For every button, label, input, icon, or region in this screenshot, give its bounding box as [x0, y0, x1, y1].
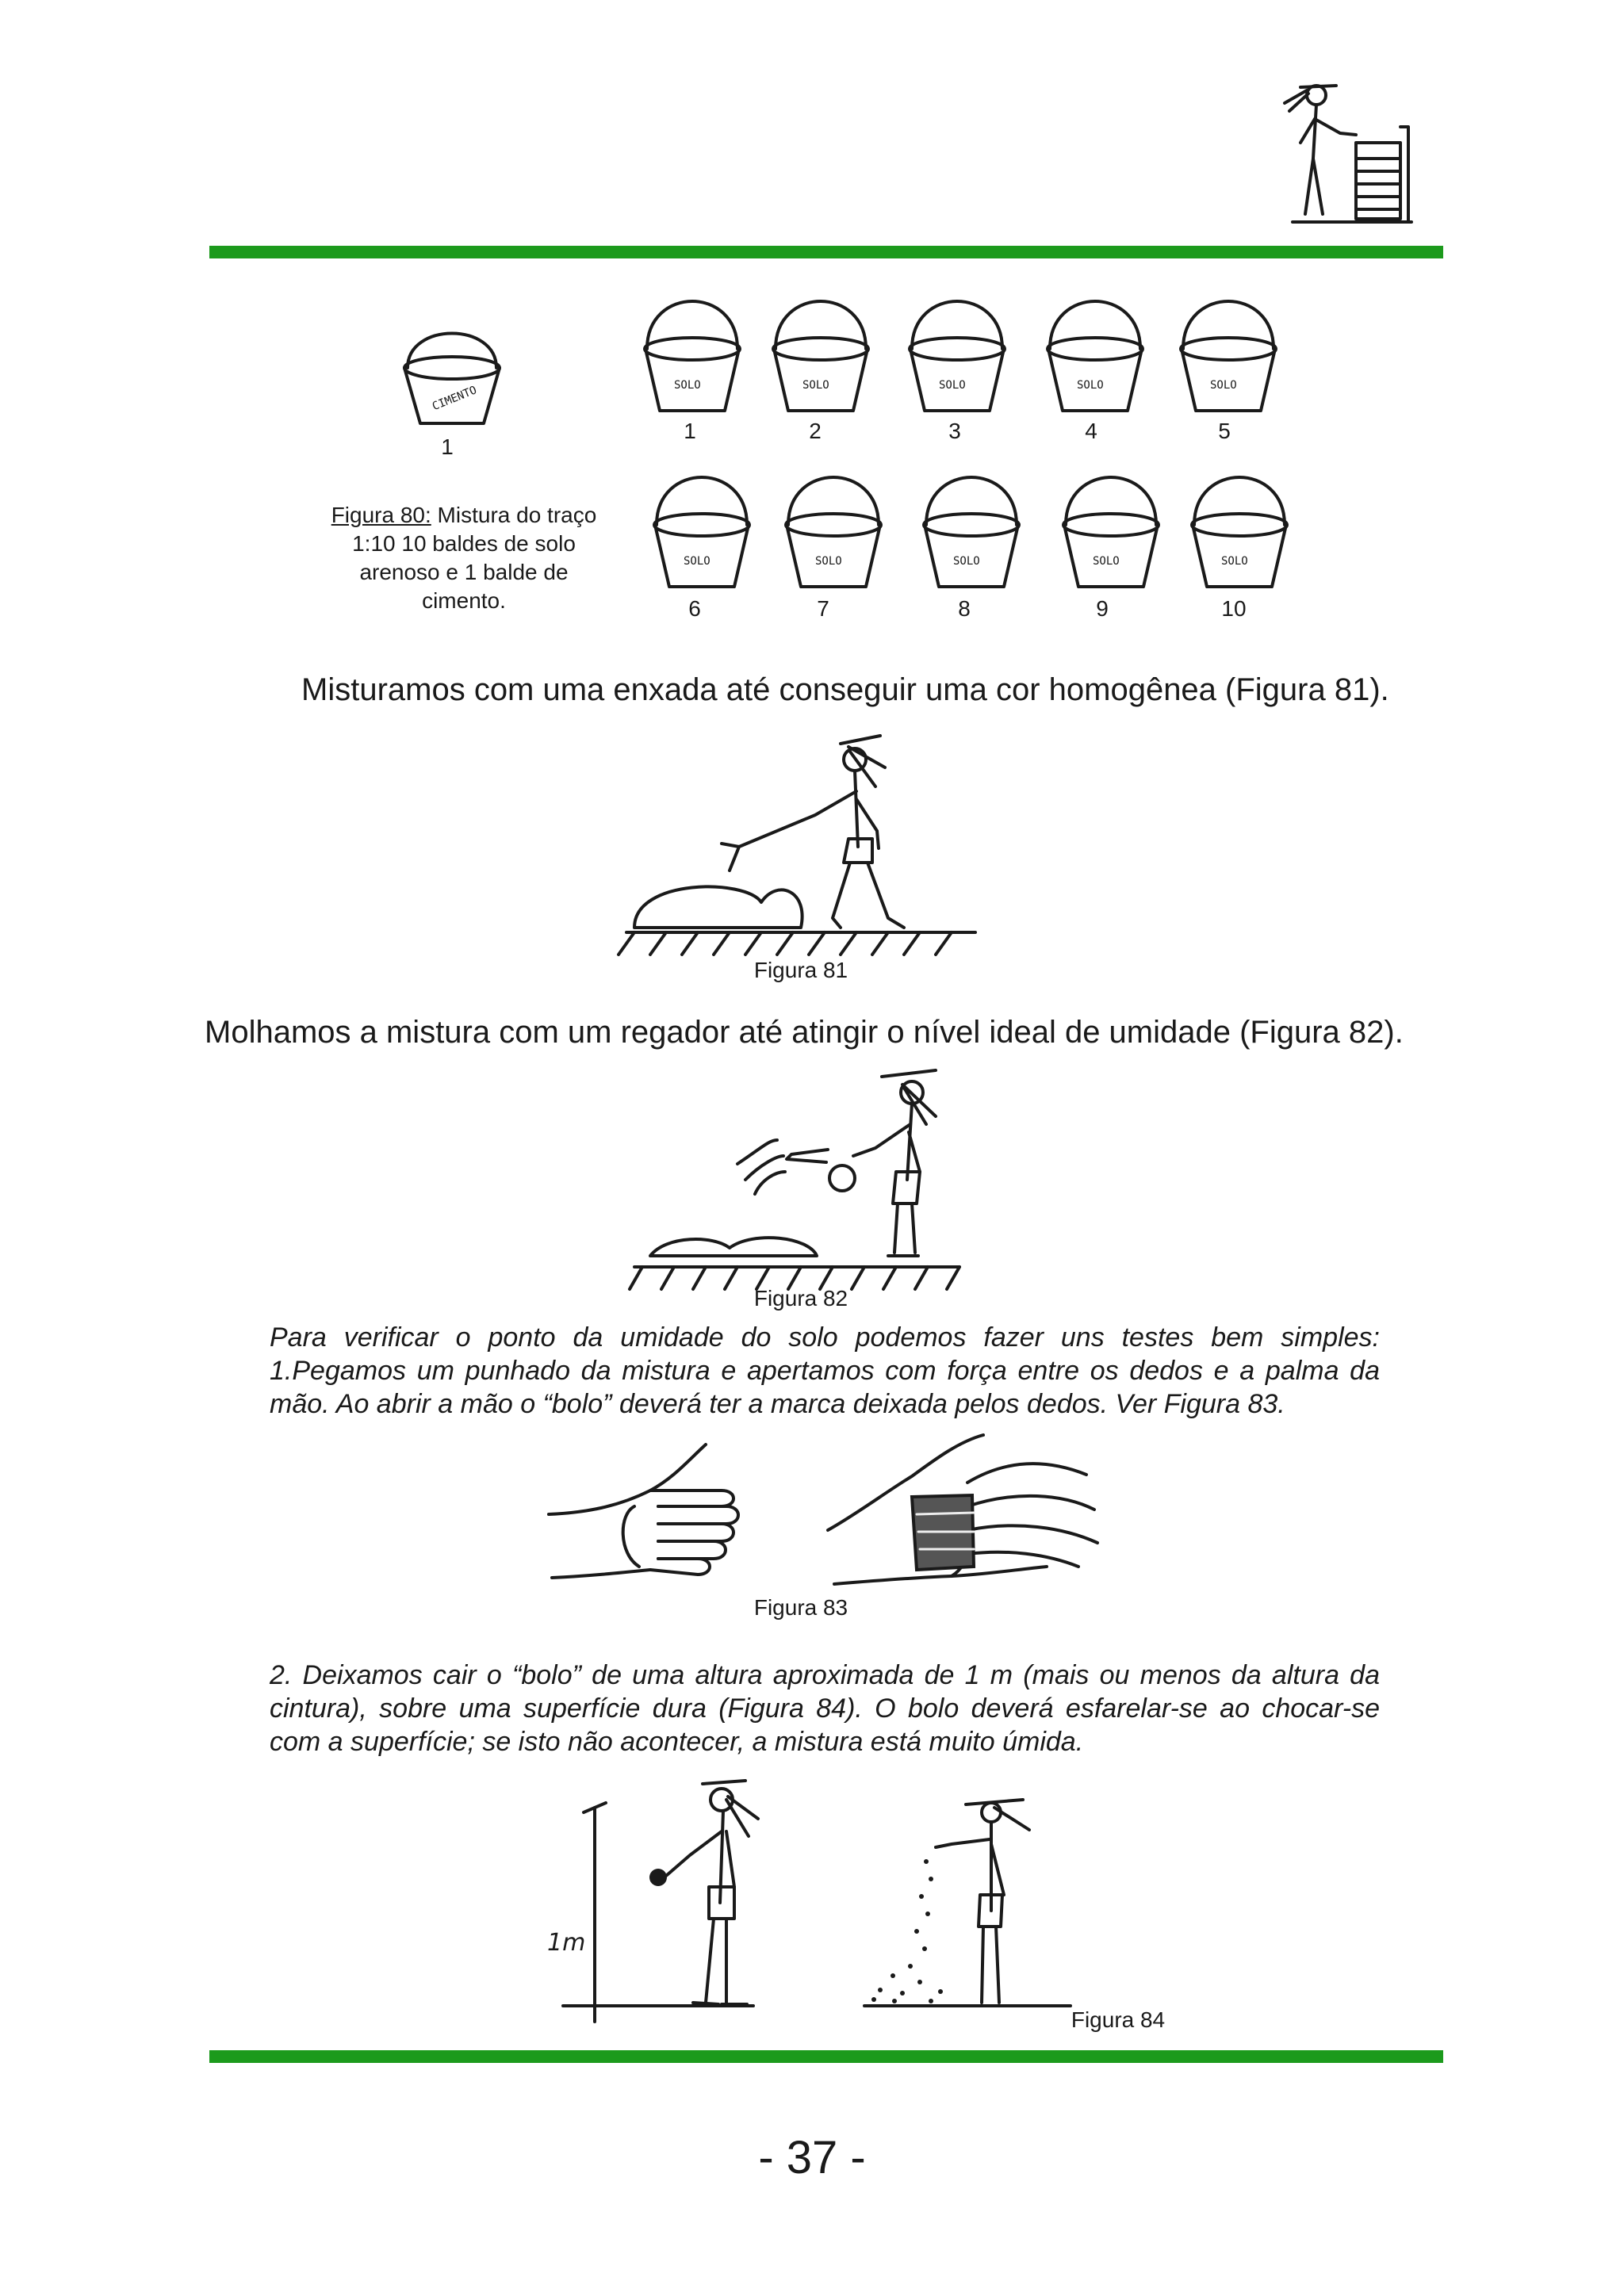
- svg-text:SOLO: SOLO: [1077, 379, 1104, 392]
- drop-test-illustration: [547, 1768, 1071, 2030]
- bucket-number: 2: [809, 419, 822, 443]
- figure-82-caption: Figura 82: [753, 1286, 848, 1311]
- soil-bucket-icon: [1177, 290, 1280, 417]
- soil-bucket-icon: [782, 466, 885, 593]
- man-hoeing-illustration: [603, 720, 983, 966]
- soil-bucket-icon: [650, 466, 753, 593]
- soil-bucket-icon: [1188, 466, 1291, 593]
- svg-text:SOLO: SOLO: [815, 555, 842, 568]
- svg-text:SOLO: SOLO: [674, 379, 701, 392]
- bucket-number: 1: [684, 419, 696, 443]
- figure-83-caption: Figura 83: [753, 1595, 848, 1620]
- bottom-divider: [209, 2050, 1443, 2063]
- cement-bucket-number: 1: [441, 434, 454, 459]
- hands-illustration: [539, 1427, 1110, 1609]
- paragraph-humidity-test-intro: Para verificar o ponto da umidade do solo podemos fazer uns testes bem simples: 1.Pegamos um punhado da mistura e apertamos com força entre os dedos e a palma da mão. Ao abrir a mão o “bolo” deverá ter a marca deixada pelos dedos. Ver Figura 83.: [270, 1322, 1380, 1419]
- svg-text:SOLO: SOLO: [939, 379, 966, 392]
- soil-bucket-icon: [920, 466, 1023, 593]
- paragraph-drop-test: 2. Deixamos cair o “bolo” de uma altura aproximada de 1 m (mais ou menos da altura da cintura), sobre uma superfície dura (Figura 84). O bolo deverá esfarelar-se ao chocar-se com a superfície; se isto não acontecer, a mistura está muito úmida.: [270, 1660, 1380, 1757]
- svg-text:SOLO: SOLO: [684, 555, 710, 568]
- bucket-number: 8: [958, 596, 971, 621]
- soil-bucket-icon: [641, 290, 744, 417]
- bucket-number: 4: [1085, 419, 1097, 443]
- figure-81-caption: Figura 81: [753, 958, 848, 982]
- paragraph-wet-with-can: Molhamos a mistura com um regador até atingir o nível ideal de umidade (Figura 82).: [205, 1015, 1404, 1050]
- svg-text:SOLO: SOLO: [802, 379, 829, 392]
- man-with-bricks-icon: [1261, 71, 1419, 230]
- soil-bucket-icon: [906, 290, 1009, 417]
- bucket-number: 6: [688, 596, 701, 621]
- page-number: - 37 -: [758, 2132, 866, 2183]
- height-label: 1m: [547, 1929, 586, 1957]
- figure-84-caption: Figura 84: [1071, 2007, 1166, 2032]
- top-divider: [209, 246, 1443, 258]
- svg-text:CIMENTO: CIMENTO: [430, 384, 479, 414]
- figure-80-caption: [317, 501, 611, 615]
- soil-bucket-icon: [769, 290, 872, 417]
- bucket-number: 7: [817, 596, 829, 621]
- bucket-number: 5: [1218, 419, 1231, 443]
- figure-80-caption-label: Figura 80:: [331, 503, 431, 527]
- bucket-number: 3: [948, 419, 961, 443]
- svg-text:SOLO: SOLO: [1093, 555, 1120, 568]
- svg-text:SOLO: SOLO: [1210, 379, 1237, 392]
- paragraph-mix-with-hoe: Misturamos com uma enxada até conseguir uma cor homogênea (Figura 81).: [301, 672, 1389, 707]
- bucket-number: 9: [1096, 596, 1109, 621]
- figure-80-caption-text: Mistura do traço 1:10 10 baldes de solo arenoso e 1 balde de cimento.: [352, 503, 597, 613]
- cement-bucket-icon: [396, 314, 508, 433]
- soil-bucket-icon: [1044, 290, 1147, 417]
- svg-text:SOLO: SOLO: [953, 555, 980, 568]
- soil-bucket-icon: [1059, 466, 1162, 593]
- svg-text:SOLO: SOLO: [1221, 555, 1248, 568]
- man-watering-illustration: [619, 1061, 975, 1299]
- bucket-number: 10: [1221, 596, 1247, 621]
